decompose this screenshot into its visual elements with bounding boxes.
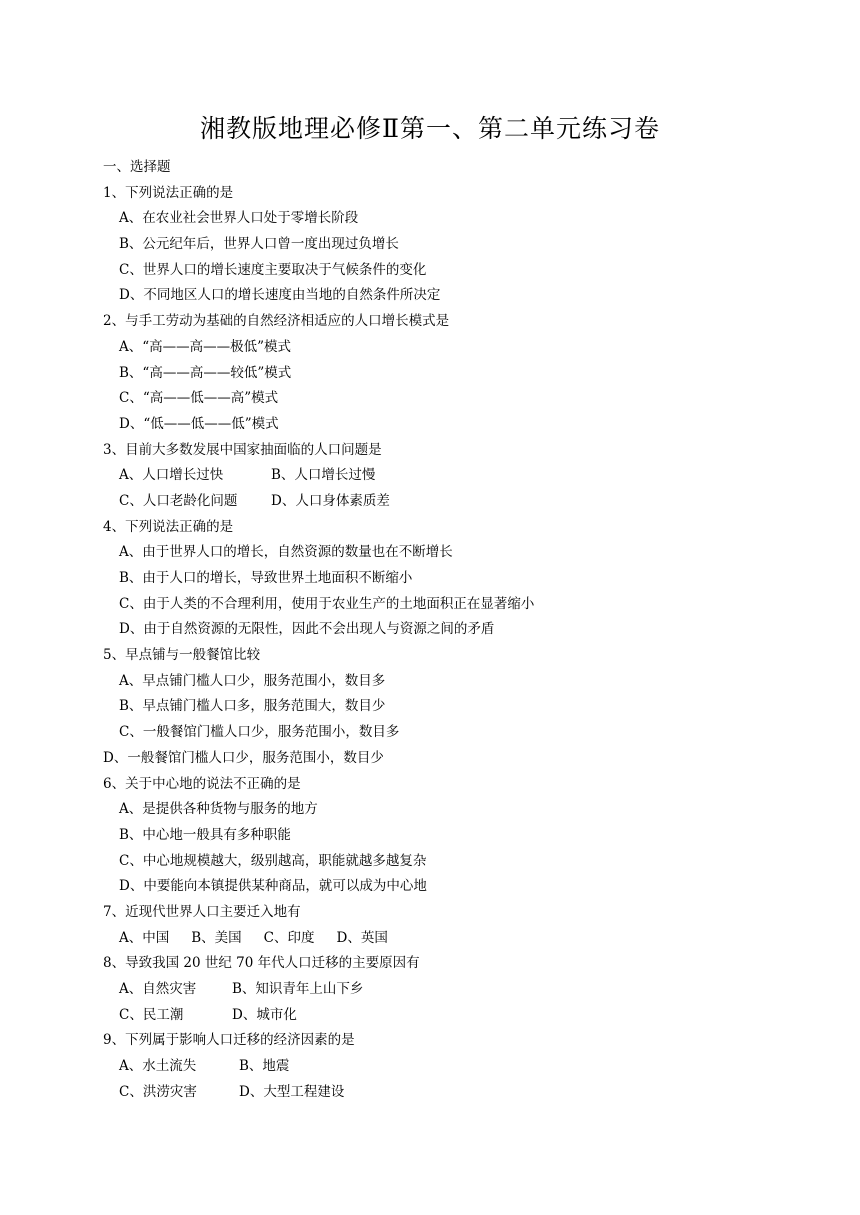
question-3-option-d: D、人口身体素质差 xyxy=(271,492,390,509)
question-3-options-row-2 xyxy=(103,489,823,515)
question-3-stem: 3、目前大多数发展中国家抽面临的人口问题是 xyxy=(103,441,382,458)
question-5-option-d: D、一般餐馆门槛人口少，服务范围小，数目少 xyxy=(103,749,384,766)
question-1-option-a: A、在农业社会世界人口处于零增长阶段 xyxy=(119,210,359,227)
question-2-option-d: D、“低——低——低”模式 xyxy=(119,415,279,432)
question-7-options-row xyxy=(103,926,823,952)
question-5-stem: 5、早点铺与一般餐馆比较 xyxy=(103,647,261,664)
question-9-stem: 9、下列属于影响人口迁移的经济因素的是 xyxy=(103,1032,355,1049)
question-4-option-d: D、由于自然资源的无限性，因此不会出现人与资源之间的矛盾 xyxy=(119,621,495,638)
question-4-option-b: B、由于人口的增长，导致世界土地面积不断缩小 xyxy=(119,570,413,586)
question-7-option-d: D、英国 xyxy=(336,929,388,946)
question-6-option-c: C、中心地规模越大，级别越高，职能就越多越复杂 xyxy=(119,852,427,869)
question-9-option-b: B、地震 xyxy=(239,1058,290,1075)
question-8-option-b: B、知识青年上山下乡 xyxy=(232,981,364,997)
question-6-option-a: A、是提供各种货物与服务的地方 xyxy=(119,801,318,818)
question-8-options-row-1 xyxy=(103,977,823,1003)
question-6-option-b: B、中心地一般具有多种职能 xyxy=(119,826,291,843)
question-4-stem: 4、下列说法正确的是 xyxy=(103,518,234,535)
question-2-option-c: C、“高——低——高”模式 xyxy=(119,390,279,407)
question-8-option-d: D、城市化 xyxy=(232,1006,297,1023)
question-5-option-b: B、早点铺门槛人口多，服务范围大，数目少 xyxy=(119,698,386,715)
question-9-option-d: D、大型工程建设 xyxy=(239,1083,345,1100)
question-7-option-a: A、中国 xyxy=(119,929,170,946)
question-2-option-b: B、“高——高——较低”模式 xyxy=(119,364,292,381)
question-8-option-a: A、自然灾害 xyxy=(119,981,197,997)
question-5-option-a: A、早点铺门槛人口少，服务范围小，数目多 xyxy=(119,672,386,689)
question-9-options-row-2 xyxy=(103,1080,823,1106)
question-1-option-d: D、不同地区人口的增长速度由当地的自然条件所决定 xyxy=(119,287,441,304)
question-5-option-c: C、一般餐馆门槛人口少，服务范围小，数目多 xyxy=(119,724,400,741)
document-body xyxy=(103,155,823,1105)
question-3-option-c: C、人口老龄化问题 xyxy=(119,492,238,509)
question-7-stem: 7、近现代世界人口主要迁入地有 xyxy=(103,903,301,920)
question-2-stem: 2、与手工劳动为基础的自然经济相适应的人口增长模式是 xyxy=(103,313,450,330)
document-title: 湘教版地理必修Ⅱ第一、第二单元练习卷 xyxy=(200,114,660,143)
question-8-stem: 8、导致我国 20 世纪 70 年代人口迁移的主要原因有 xyxy=(103,955,420,972)
question-3-option-a: A、人口增长过快 xyxy=(119,467,224,484)
question-9-option-a: A、水土流失 xyxy=(119,1058,197,1075)
question-1-stem: 1、下列说法正确的是 xyxy=(103,184,234,201)
question-3-option-b: B、人口增长过慢 xyxy=(271,467,376,484)
question-9-option-c: C、洪涝灾害 xyxy=(119,1083,197,1100)
question-4-option-c: C、由于人类的不合理利用，使用于农业生产的土地面积正在显著缩小 xyxy=(119,595,535,612)
question-6-stem: 6、关于中心地的说法不正确的是 xyxy=(103,775,301,792)
question-9-options-row-1 xyxy=(103,1054,823,1080)
question-6-option-d: D、中要能向本镇提供某种商品，就可以成为中心地 xyxy=(119,878,427,895)
question-1-option-c: C、世界人口的增长速度主要取决于气候条件的变化 xyxy=(119,261,427,278)
question-1-option-b: B、公元纪年后，世界人口曾一度出现过负增长 xyxy=(119,236,399,253)
question-8-options-row-2 xyxy=(103,1003,823,1029)
section-heading: 一、选择题 xyxy=(103,159,171,175)
question-7-option-c: C、印度 xyxy=(263,929,315,946)
question-4-option-a: A、由于世界人口的增长，自然资源的数量也在不断增长 xyxy=(119,544,453,561)
question-2-option-a: A、“高——高——极低”模式 xyxy=(119,338,292,355)
question-8-option-c: C、民工潮 xyxy=(119,1006,184,1023)
question-3-options-row-1 xyxy=(103,463,823,489)
question-7-option-b: B、美国 xyxy=(191,929,242,946)
